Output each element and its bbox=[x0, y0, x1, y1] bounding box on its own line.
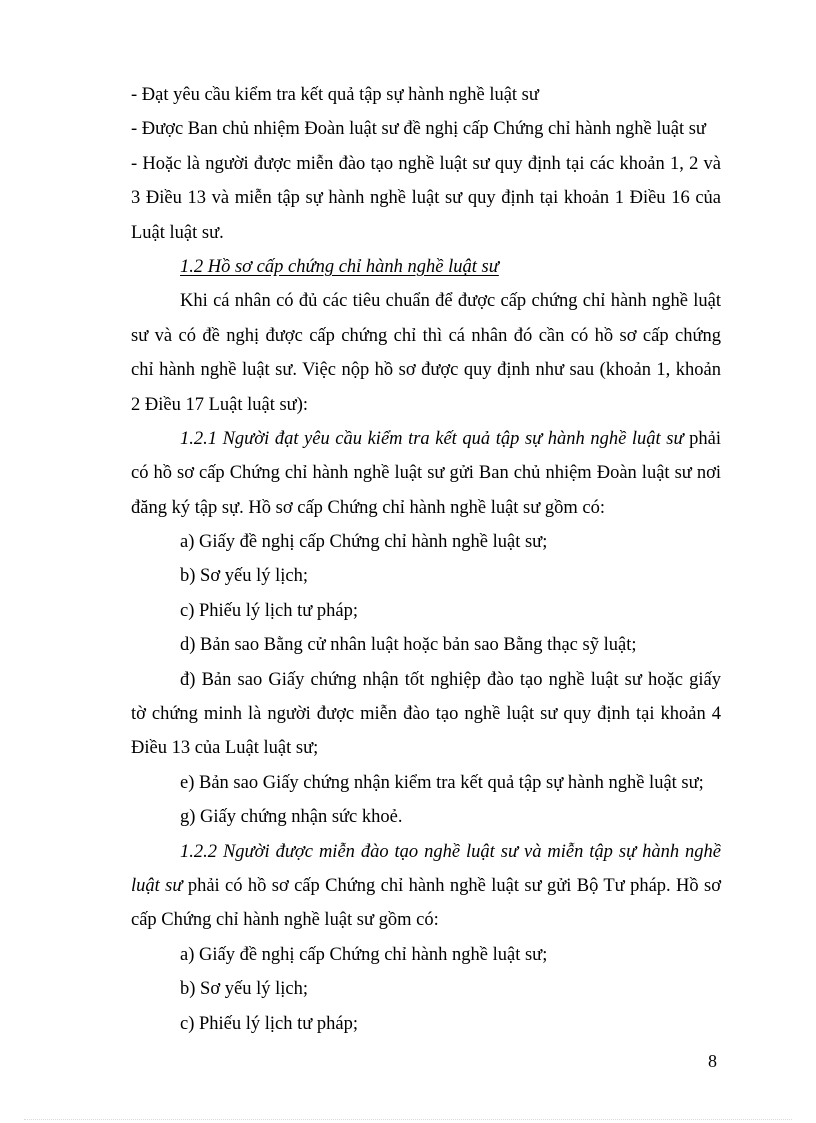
text-line-p1-d bbox=[131, 388, 721, 422]
text-line-req-5b bbox=[131, 181, 721, 215]
text-run: 2 Điều 17 Luật luật sư): bbox=[131, 394, 309, 415]
text-line-p1-c bbox=[131, 353, 721, 387]
text-run: - Đạt yêu cầu kiểm tra kết quả tập sự hành nghề luật sư bbox=[131, 85, 539, 105]
text-line-l2-b bbox=[131, 972, 721, 1006]
text-line-l1-a bbox=[131, 525, 721, 559]
text-line-s122-a bbox=[131, 835, 721, 869]
text-run: g) Giấy chứng nhận sức khoẻ. bbox=[180, 807, 403, 828]
text-line-s122-b bbox=[131, 869, 721, 903]
text-line-l1-b bbox=[131, 559, 721, 593]
text-run: sư và có đề nghị được cấp chứng chỉ thì cá nhân đó cần có hồ sơ cấp chứng bbox=[131, 325, 721, 346]
page-bottom-divider bbox=[24, 1119, 792, 1120]
text-run: 3 Điều 13 và miễn tập sự hành nghề luật sư quy định tại khoản 1 Điều 16 của bbox=[131, 188, 721, 209]
text-run: Luật luật sư. bbox=[131, 222, 224, 243]
text-line-l2-a bbox=[131, 938, 721, 972]
text-run: e) Bản sao Giấy chứng nhận kiểm tra kết quả tập sự hành nghề luật sư; bbox=[180, 772, 704, 793]
text-run: - Được Ban chủ nhiệm Đoàn luật sư đề nghị cấp Chứng chỉ hành nghề luật sư bbox=[131, 119, 706, 140]
text-line-req-5c bbox=[131, 216, 721, 250]
text-run: b) Sơ yếu lý lịch; bbox=[180, 979, 308, 1000]
text-line-p1-b bbox=[131, 319, 721, 353]
text-line-req-5a bbox=[131, 147, 721, 181]
text-line-p1-a bbox=[131, 284, 721, 318]
page-body bbox=[131, 78, 721, 1041]
text-line-s122-c bbox=[131, 903, 721, 937]
text-line-l1-d bbox=[131, 628, 721, 662]
text-run: Khi cá nhân có đủ các tiêu chuẩn để được cấp chứng chỉ hành nghề luật bbox=[180, 291, 721, 312]
text-run: b) Sơ yếu lý lịch; bbox=[180, 566, 308, 587]
text-line-l2-c bbox=[131, 1007, 721, 1041]
text-run: c) Phiếu lý lịch tư pháp; bbox=[180, 600, 359, 621]
text-line-s121-b bbox=[131, 456, 721, 490]
text-run: phải bbox=[683, 428, 722, 449]
text-line-l1-dd-c bbox=[131, 731, 721, 765]
italic-text: luật sư bbox=[131, 875, 183, 896]
text-run: a) Giấy đề nghị cấp Chứng chỉ hành nghề luật sư; bbox=[180, 532, 548, 553]
text-run: đ) Bản sao Giấy chứng nhận tốt nghiệp đào tạo nghề luật sư hoặc giấy bbox=[180, 669, 721, 690]
text-run: có hồ sơ cấp Chứng chỉ hành nghề luật sư gửi Ban chủ nhiệm Đoàn luật sư nơi bbox=[131, 463, 721, 484]
text-run: c) Phiếu lý lịch tư pháp; bbox=[180, 1013, 359, 1034]
text-line-req-3 bbox=[131, 78, 721, 112]
text-line-heading-1-2 bbox=[131, 250, 721, 284]
text-run: d) Bản sao Bằng cử nhân luật hoặc bản sao Bằng thạc sỹ luật; bbox=[180, 635, 637, 656]
text-run: cấp Chứng chỉ hành nghề luật sư gồm có: bbox=[131, 910, 439, 931]
text-run: tờ chứng minh là người được miễn đào tạo nghề luật sư quy định tại khoản 4 bbox=[131, 704, 721, 725]
text-line-l1-e bbox=[131, 766, 721, 800]
text-line-l1-dd-a bbox=[131, 663, 721, 697]
text-run: chỉ hành nghề luật sư. Việc nộp hồ sơ được quy định như sau (khoản 1, khoản bbox=[131, 360, 721, 381]
section-heading: 1.2 Hồ sơ cấp chứng chỉ hành nghề luật sư bbox=[180, 256, 499, 277]
text-line-s121-c bbox=[131, 491, 721, 525]
page-number: 8 bbox=[708, 1051, 717, 1071]
text-run: a) Giấy đề nghị cấp Chứng chỉ hành nghề luật sư; bbox=[180, 944, 548, 965]
italic-text: 1.2.1 Người đạt yêu cầu kiểm tra kết quả tập sự hành nghề luật sư bbox=[180, 428, 684, 449]
text-run: - Hoặc là người được miễn đào tạo nghề luật sư quy định tại các khoản 1, 2 và bbox=[131, 153, 721, 174]
text-run: đăng ký tập sự. Hồ sơ cấp Chứng chỉ hành nghề luật sư gồm có: bbox=[131, 497, 606, 518]
text-run: Điều 13 của Luật luật sư; bbox=[131, 738, 319, 759]
text-line-s121-a bbox=[131, 422, 721, 456]
text-line-l1-c bbox=[131, 594, 721, 628]
text-line-l1-dd-b bbox=[131, 697, 721, 731]
text-line-l1-g bbox=[131, 800, 721, 834]
text-run: phải có hồ sơ cấp Chứng chỉ hành nghề luật sư gửi Bộ Tư pháp. Hồ sơ bbox=[182, 875, 721, 896]
italic-text: 1.2.2 Người được miễn đào tạo nghề luật sư và miễn tập sự hành nghề bbox=[180, 841, 721, 862]
text-line-req-4 bbox=[131, 112, 721, 146]
